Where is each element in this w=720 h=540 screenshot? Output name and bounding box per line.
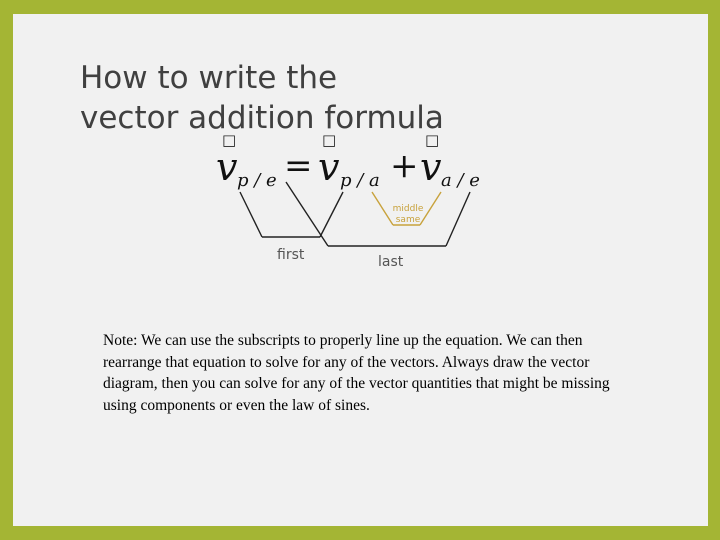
last-connector-right <box>446 192 470 246</box>
title-line-1: How to write the <box>80 60 338 96</box>
middle-label: middle <box>392 204 424 214</box>
term1-vector-symbol: v <box>318 145 340 189</box>
plus-sign: + <box>390 146 419 186</box>
title-line-2: vector addition formula <box>80 100 444 136</box>
term2-vector-symbol: v <box>420 145 442 189</box>
lhs-vector-symbol: v <box>216 145 238 189</box>
first-label: first <box>277 247 305 263</box>
overline-marker-term1: □ <box>322 131 337 149</box>
overline-marker-lhs: □ <box>222 131 237 149</box>
term2-subscript: a / e <box>441 170 480 191</box>
middle-connector-left <box>372 192 393 225</box>
overline-marker-term2: □ <box>425 131 440 149</box>
same-label: same <box>395 215 421 225</box>
term1-subscript: p / a <box>340 170 380 191</box>
lhs-subscript: p / e <box>237 170 277 191</box>
first-connector-right <box>320 192 343 237</box>
equals-sign: = <box>284 146 313 186</box>
first-connector-left <box>240 192 262 237</box>
last-label: last <box>378 254 404 270</box>
note-paragraph: Note: We can use the subscripts to properly line up the equation. We can then rearrange that equation to solve for any of the vectors. Always draw the vector diagram, then you can solve for any of the vector quantities that might be missing using components or even the law of sines. <box>103 332 610 414</box>
